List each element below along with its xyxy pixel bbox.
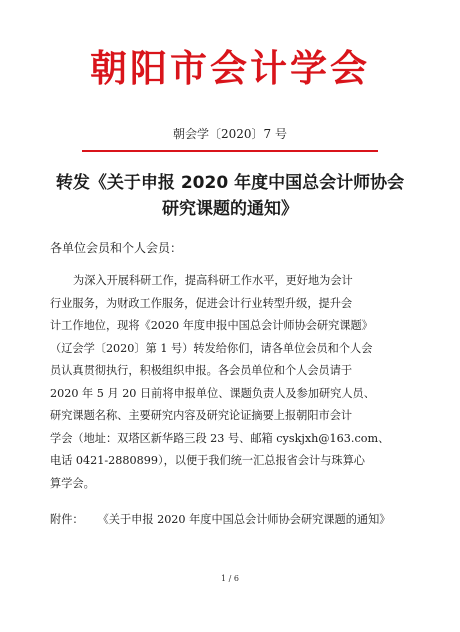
attachment-title: 《关于申报 2020 年度中国总会计师协会研究课题的通知》 [97,513,391,526]
attachment-label: 附件： [50,513,84,526]
doc-number: 朝会学〔2020〕7 号 [173,127,287,141]
body-line: 行业服务，为财政工作服务，促进会计行业转型升级，提升会 [50,296,353,310]
body-line: 算学会。 [50,476,95,490]
headline-line: 转发《关于申报 2020 年度中国总会计师协会 [55,173,405,193]
salutation: 各单位会员和个人会员： [50,241,183,255]
body-line: 员认真贯彻执行，积极组织申报。各会员单位和个人会员请于 [50,364,353,377]
body-line: 2020 年 5 月 20 日前将申报单位、课题负责人及参加研究人员、 [50,386,375,400]
page-number: 1 / 6 [221,574,239,583]
document-headline [40,170,420,222]
attachment-line [50,511,390,527]
body-line: 计工作地位，现将《2020 年度申报中国总会计师协会研究课题》 [50,319,373,332]
body-paragraph [50,270,390,495]
red-divider [82,150,378,152]
headline-line: 研究课题的通知》 [162,199,298,219]
body-line: （辽会学〔2020〕第 1 号）转发给你们，请各单位会员和个人会 [50,341,373,355]
body-line: 研究课题名称、主要研究内容及研究论证摘要上报朝阳市会计 [50,409,353,422]
body-line: 电话 0421-2880899），以便于我们统一汇总报省会计与珠算心 [50,454,365,467]
body-line: 为深入开展科研工作，提高科研工作水平，更好地为会计 [73,274,353,287]
org-title: 朝阳市会计学会 [90,47,370,90]
body-line: 学会（地址：双塔区新华路三段 23 号、邮箱 cyskjxh@163.com、 [50,431,390,445]
